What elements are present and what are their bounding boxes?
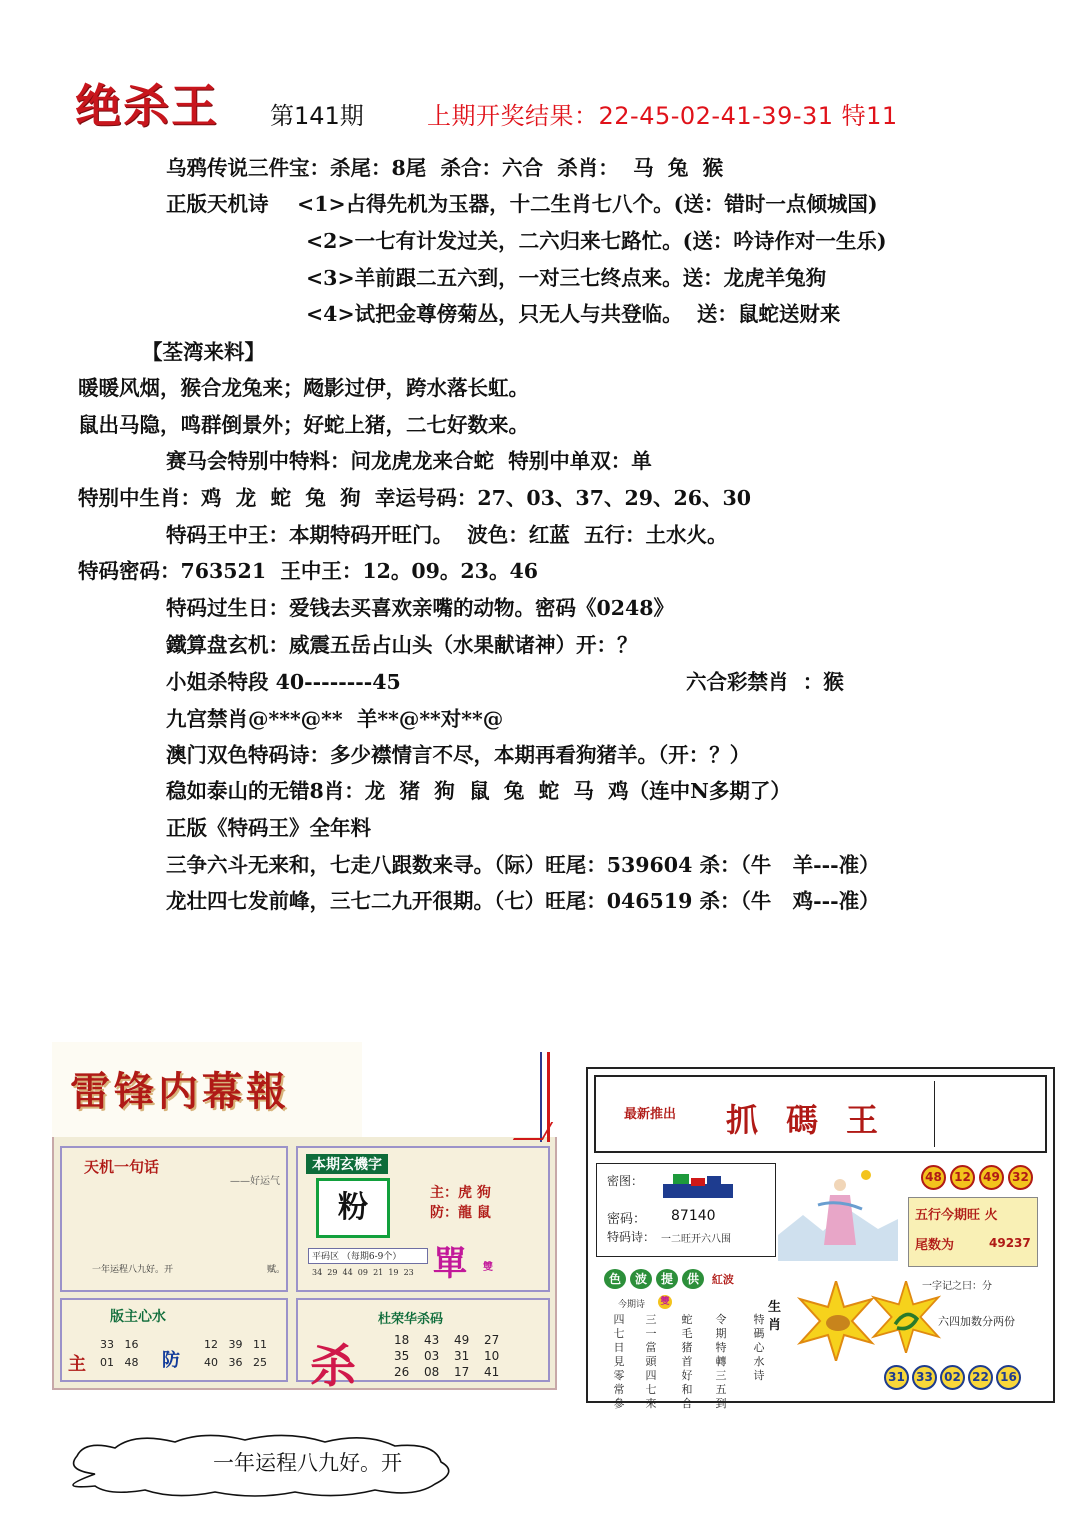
number-ball: 16 (996, 1365, 1021, 1390)
jinqishi-tag: 雙 (658, 1295, 672, 1309)
bar-pill: 提 (656, 1269, 678, 1289)
dk-title: 杜荣华杀码 (378, 1312, 444, 1327)
jinqishi-label: 今期诗 (618, 1300, 646, 1310)
dk-num: 17 (454, 1365, 470, 1379)
mitu-label: 密图： (607, 1174, 644, 1188)
text-line: 特码过生日：爱钱去买喜欢亲嘴的动物。密码《0248》 (166, 596, 675, 620)
mima-value: 87140 (671, 1208, 716, 1224)
number-ball: 48 (921, 1165, 946, 1190)
tms-label: 特码诗： (607, 1230, 656, 1244)
text-line: 特码王中王：本期特码开旺门。 波色：红蓝 五行：土水火。 (166, 523, 728, 547)
benqi-fang: 防：龍 鼠 (430, 1205, 491, 1221)
panel-header (594, 1075, 1047, 1153)
fairy-illustration-icon (778, 1165, 898, 1261)
benqi-shuang: 雙 (483, 1262, 493, 1273)
text-line: <3>羊前跟二五六到，一对三七终点来。送：龙虎羊兔狗 (306, 266, 827, 290)
benqi-char: 粉 (316, 1178, 390, 1238)
text-line: 三争六斗无来和，七走八跟数来寻。（际）旺尾：539604 杀：（牛 羊---准） (166, 853, 880, 877)
dk-num: 35 (394, 1349, 410, 1363)
leifeng-panel (52, 1042, 557, 1393)
tms-value: 一二旺开六八围 (661, 1234, 731, 1245)
dk-box (296, 1298, 550, 1393)
dk-num: 49 (454, 1333, 470, 1347)
weishu-label: 尾数为 (915, 1238, 955, 1253)
dk-grid (394, 1332, 514, 1380)
banzhu-fang-numbers: 12 39 11 (204, 1338, 267, 1351)
poem-column: 蛇毛猪首好和合 (681, 1313, 693, 1410)
dk-num: 27 (484, 1333, 500, 1347)
text-line: 乌鸦传说三件宝：杀尾：8尾 杀合：六合 杀肖： 马 兔 猴 (166, 156, 724, 180)
starburst-horse-icon (796, 1281, 876, 1361)
zhuamawang-panel (586, 1067, 1055, 1410)
issue-number: 第141期 (270, 102, 364, 130)
dk-num: 10 (484, 1349, 500, 1363)
banzhu-title: 版主心水 (110, 1309, 166, 1325)
number-ball: 02 (940, 1365, 965, 1390)
text-line: 暖暖风烟，猴合龙兔来；飏影过伊，跨水落长虹。 (78, 376, 529, 400)
tianji-subtitle: ——好运气 (230, 1176, 280, 1187)
cloud-text: 一年运程八九好。开 (213, 1451, 402, 1475)
number-ball: 49 (979, 1165, 1004, 1190)
pingma-label: 平码区 （每期6-9个） (308, 1248, 428, 1264)
poem-column: 四七日見零常參 (613, 1313, 625, 1410)
tianji-title: 天机一句话 (84, 1158, 160, 1176)
weishu-value: 49237 (989, 1236, 1031, 1250)
number-ball: 32 (1008, 1165, 1033, 1190)
text-line: 特别中生肖：鸡 龙 蛇 兔 狗 幸运号码：27、03、37、29、26、30 (78, 486, 752, 510)
banzhu-zhu-numbers: 01 48 (100, 1356, 139, 1369)
pingma-numbers: 34 29 44 09 21 19 23 (312, 1268, 414, 1277)
banzhu-box (60, 1298, 288, 1382)
panel-title: 雷锋内幕報 (70, 1068, 290, 1115)
dk-num: 03 (424, 1349, 440, 1363)
benqi-zhu: 主：虎 狗 (430, 1185, 491, 1201)
logo: 绝杀王 (75, 79, 219, 133)
dk-num: 31 (454, 1349, 470, 1363)
number-ball: 33 (912, 1365, 937, 1390)
bar-value: 紅波 (711, 1273, 734, 1286)
bar-pill: 波 (630, 1269, 652, 1289)
bose-bar (604, 1269, 734, 1289)
benqi-dan: 單 (433, 1244, 467, 1284)
dk-num: 43 (424, 1333, 440, 1347)
text-line: 鐵算盘玄机：威震五岳占山头（水果献诸神）开：？ (166, 633, 638, 657)
text-line: 赛马会特别中特料：问龙虎龙来合蛇 特别中单双：单 (166, 449, 652, 473)
poem-column: 三一當頭四七來 (645, 1313, 657, 1410)
tianji-footer: 一年运程八九好。开 (92, 1265, 174, 1275)
mima-label: 密码： (607, 1212, 647, 1227)
wuxing-box (908, 1197, 1038, 1267)
text-line: <2>一七有计发过关，二六归来七路忙。(送：吟诗作对一生乐) (306, 229, 887, 253)
text-line: <4>试把金尊傍菊丛，只无人与共登临。 送：鼠蛇送财来 (306, 302, 841, 326)
bar-pill: 供 (682, 1269, 704, 1289)
number-ball: 12 (950, 1165, 975, 1190)
text-line: 小姐杀特段 40--------45 (166, 670, 401, 694)
header (75, 70, 1035, 140)
dk-char: 杀 (310, 1339, 356, 1393)
text-line: 九宫禁肖@***@** 羊**@**对**@ (166, 707, 504, 731)
wuxing-text: 五行今期旺 火 (915, 1208, 998, 1223)
yizi-text: 一字记之曰：分 (922, 1281, 992, 1292)
banzhu-zhu: 主 (68, 1354, 86, 1375)
dk-num: 26 (394, 1365, 410, 1379)
text-line: 正版天机诗 <1>占得先机为玉器，十二生肖七八个。(送：错时一点倾城国) (166, 192, 878, 216)
benqi-box (296, 1146, 550, 1292)
last-result: 上期开奖结果：22-45-02-41-39-31 特11 (427, 102, 898, 130)
banzhu-zhu-numbers: 33 16 (100, 1338, 139, 1351)
banzhu-fang-numbers: 40 36 25 (204, 1356, 267, 1369)
dk-num: 08 (424, 1365, 440, 1379)
liusi-text: 六四加数分两份 (938, 1315, 1015, 1328)
text-line: 稳如泰山的无错8肖：龙 猪 狗 鼠 兔 蛇 马 鸡（连中N多期了） (166, 779, 791, 803)
banzhu-fang: 防 (162, 1350, 180, 1371)
text-line: 龙壮四七发前峰，三七二九开很期。（七）旺尾：046519 杀：（牛 鸡---准） (166, 889, 880, 913)
number-ball: 22 (968, 1365, 993, 1390)
text-line: 正版《特码王》全年料 (166, 816, 371, 840)
lottery-logo-icon (661, 1170, 735, 1202)
tianji-box (60, 1146, 288, 1292)
section-title: 【荃湾来料】 (142, 340, 265, 364)
poem-column: 特碼心水诗 (753, 1313, 765, 1382)
panel-title: 抓碼王 (726, 1101, 907, 1139)
text-line: 澳门双色特码诗：多少襟情言不尽，本期再看狗猪羊。（开：？） (166, 743, 751, 767)
tianji-footer-end: 赋。 (267, 1265, 286, 1275)
text-line: 特码密码：763521 王中王：12。09。23。46 (78, 559, 538, 583)
dk-num: 18 (394, 1333, 410, 1347)
text-line: 鼠出马隐，鸣群倒景外；好蛇上猪，二七好数来。 (78, 413, 529, 437)
text-line: 六合彩禁肖 ：猴 (686, 670, 844, 694)
panel-tag: 最新推出 (624, 1107, 677, 1122)
mima-box (596, 1163, 776, 1257)
number-ball: 31 (884, 1365, 909, 1390)
bar-pill: 色 (604, 1269, 626, 1289)
poem-column: 令期特轉三五到 (715, 1313, 727, 1410)
dk-num: 41 (484, 1365, 500, 1379)
shengxiao-label: 生肖 (768, 1300, 782, 1333)
benqi-title: 本期玄機字 (306, 1154, 388, 1174)
corner-box (934, 1081, 1044, 1147)
